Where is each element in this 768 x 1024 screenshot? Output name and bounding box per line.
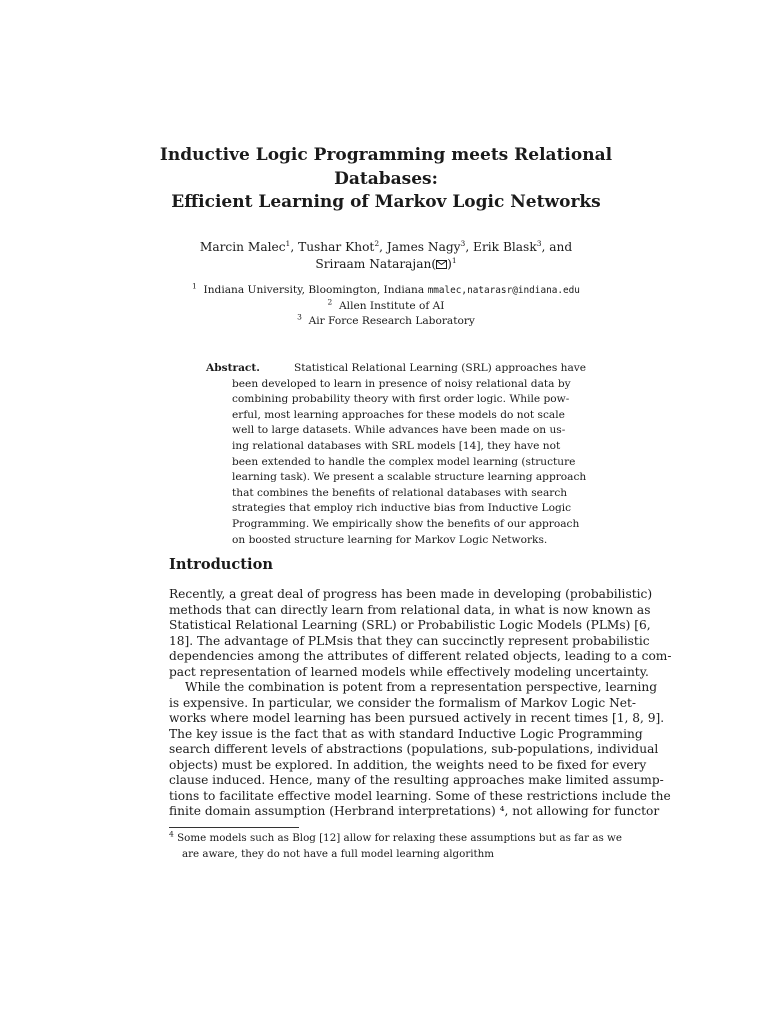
author-sup: 3	[460, 238, 466, 248]
body-line: Statistical Relational Learning (SRL) or Probabilistic Logic Models (PLMs) [6,	[169, 618, 651, 632]
body-line: tions to facilitate effective model learning. Some of these restrictions include the	[169, 788, 671, 803]
footnote-line	[169, 829, 622, 847]
abstract-text: Statistical Relational Learning (SRL) approaches have	[293, 362, 587, 374]
author-name: Marcin Malec	[199, 240, 286, 254]
footnote	[169, 829, 622, 862]
abstract-line: well to large datasets. While advances have been made on us-	[232, 424, 566, 437]
author-sup: 1	[285, 238, 291, 248]
author-sup: 3	[536, 238, 542, 248]
body-line: objects) must be explored. In addition, the weights need to be fixed for every	[169, 757, 647, 772]
abstract-line: ing relational databases with SRL models [14], they have not	[232, 439, 561, 452]
abstract-line	[206, 361, 587, 377]
author-line-2	[150, 256, 622, 273]
body-line: methods that can directly learn from relational data, in what is now known as	[169, 602, 651, 617]
affiliation-text: Air Force Research Laboratory	[308, 315, 475, 327]
author-name: , Tushar Khot	[290, 240, 375, 254]
author-line-1	[150, 239, 622, 256]
abstract-label: Abstract.	[206, 362, 260, 374]
affiliation-text: Allen Institute of AI	[339, 299, 445, 312]
envelope-icon	[436, 260, 447, 269]
author-sup: 2	[374, 238, 380, 248]
author-name: Sriraam Natarajan(	[315, 257, 437, 271]
body-line: The key issue is the fact that as with standard Inductive Logic Programming	[169, 726, 643, 741]
author-list	[150, 239, 622, 273]
title-line-2: Databases:	[334, 168, 438, 189]
footnote-line: are aware, they do not have a full model learning algorithm	[182, 847, 495, 860]
footnote-rule	[169, 827, 299, 828]
body-line: Recently, a great deal of progress has been made in developing (probabilistic)	[169, 587, 653, 601]
abstract	[206, 361, 587, 548]
author-sup: 1	[451, 255, 457, 265]
body-line: works where model learning has been pursued actively in recent times [1, 8, 9].	[169, 711, 665, 725]
abstract-line: that combines the benefits of relational databases with search	[232, 486, 568, 499]
author-conjunction: , and	[541, 240, 573, 254]
abstract-line: been extended to handle the complex model learning (structure	[232, 455, 576, 468]
title-line-1: Inductive Logic Programming meets Relational	[159, 145, 613, 165]
abstract-line: combining probability theory with first order logic. While pow-	[232, 393, 570, 406]
body-line: pact representation of learned models while effectively modeling uncertainty.	[169, 664, 649, 679]
affiliation-sup: 3	[297, 312, 302, 322]
body-line: is expensive. In particular, we consider the formalism of Markov Logic Net-	[169, 695, 636, 710]
body-line: finite domain assumption (Herbrand interpretations) ⁴, not allowing for functor	[169, 804, 660, 818]
body-text	[169, 587, 672, 820]
abstract-line: erful, most learning approaches for these models do not scale	[232, 408, 565, 421]
footnote-text: Some models such as Blog [12] allow for relaxing these assumptions but as far as we	[177, 832, 622, 844]
affiliation-email: mmalec,natarasr@indiana.edu	[427, 285, 580, 296]
affiliation-sup: 2	[327, 296, 333, 306]
author-paren: )	[447, 257, 452, 271]
affiliation-list	[150, 283, 622, 330]
body-line: search different levels of abstractions (populations, sub-populations, individual	[169, 742, 659, 756]
section-heading: Introduction	[169, 556, 273, 573]
body-line: dependencies among the attributes of different related objects, leading to a com-	[169, 649, 672, 663]
affiliation-sup: 1	[192, 281, 197, 291]
body-line: While the combination is potent from a representation perspective, learning	[185, 680, 658, 694]
abstract-line: learning task). We present a scalable structure learning approach	[232, 471, 587, 484]
author-name: , James Nagy	[379, 240, 461, 254]
affiliation-text: Indiana University, Bloomington, Indiana	[203, 284, 428, 296]
abstract-line: been developed to learn in presence of noisy relational data by	[232, 377, 571, 390]
abstract-line: strategies that employ rich inductive bias from Inductive Logic	[232, 502, 572, 515]
author-name: , Erik Blask	[465, 240, 537, 254]
abstract-line: on boosted structure learning for Markov Logic Networks.	[232, 533, 548, 546]
affiliation-3	[150, 314, 622, 330]
title-line-3: Efficient Learning of Markov Logic Networks	[171, 192, 601, 212]
abstract-line: Programming. We empirically show the benefits of our approach	[232, 517, 580, 530]
body-line: 18]. The advantage of PLMsis that they can succinctly represent probabilistic	[169, 633, 650, 648]
affiliation-2	[150, 296, 622, 315]
footnote-marker: 4	[169, 829, 174, 839]
paper-title	[150, 144, 622, 215]
affiliation-1	[150, 283, 622, 299]
body-line: clause induced. Hence, many of the resulting approaches make limited assump-	[169, 773, 664, 787]
